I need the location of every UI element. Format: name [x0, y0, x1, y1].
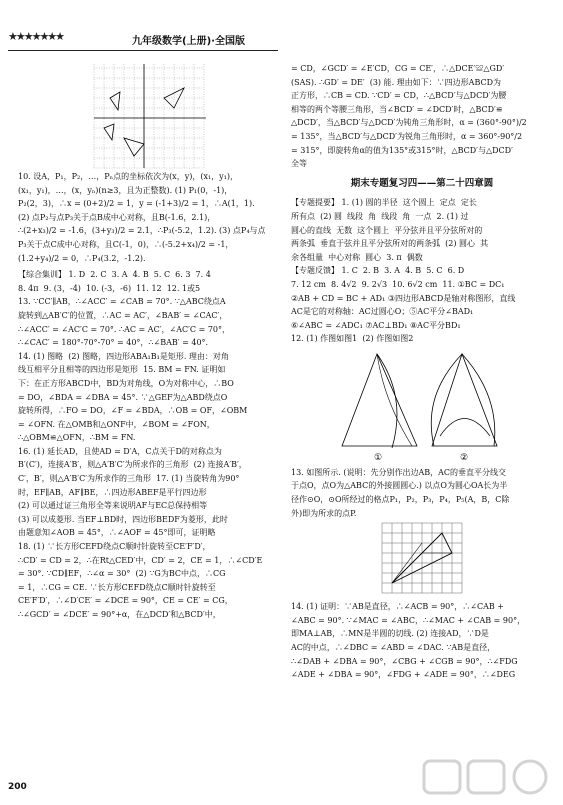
answer-line: 全等 — [291, 159, 307, 169]
answer-line: ∠ABC = 90°. ∵∠MAC = ∠ABC，∴∠MAC + ∠CAB = 90°， — [291, 615, 526, 625]
answer-line: = 315°，即旋转角α的值为135°或315°时，△BCD′与△DCD′ — [291, 145, 513, 155]
answer-line: ∴CD′ = CD = 2，∴在Rt△CED′中，CD′ = 2，CE = 1，∴∠CD′E — [18, 555, 263, 565]
answer-line: = ∠OFN. 在△OMB和△ONF中，∠BOM = ∠FON， — [18, 419, 215, 429]
answer-line: 于点O，点O为△ABC的外接圆圆心.) 以点O为圆心OA长为半 — [291, 481, 508, 491]
figure-label-2: ② — [460, 452, 469, 463]
answer-line: ∴∠CAC′ = 180°-70°-70° = 40°，∴∠BAB′ = 40°. — [18, 338, 209, 348]
answer-line: (2) 可以通过证三角形全等来说明AF与EC总保持相等 — [18, 501, 208, 511]
q10-line: (2) 点P₂与点P₃关于点B成中心对称，且B(-1.6，2.1)， — [18, 212, 216, 222]
section-title: 期末专题复习四——第二十四章圆 — [350, 177, 494, 189]
answer-line: 旋转所得，∴FO = DO，∠F = ∠BDA，∴OB = OF，∠OBM — [18, 406, 248, 416]
answer-line: = CD，∠GCD′ = ∠E′CD，CG = CE′，∴△DCE′≌△GD′ — [291, 64, 505, 73]
answer-line: 旋转到△AB′C′的位置，∴AC = AC′，∠BAB′ = ∠CAC′， — [18, 310, 228, 320]
right-column — [291, 62, 553, 682]
answer-line: 18. (1) ∵长方形CEFD绕点C顺时针旋转至CE′F′D′， — [18, 542, 211, 552]
q10-line: P₂(2，3)，∴x = (0+2)/2 = 1，y = (-1+3)/2 = 1，∴A(1，1). — [18, 199, 255, 209]
watermark-logo — [420, 755, 555, 799]
review-answers — [18, 268, 280, 621]
q10-line: P₃关于点C成中心对称，且C(-1，0)，∴(-5.2+x₄)/2 = -1， — [18, 239, 234, 249]
answer-line: (3) 可以成菱形. 当EF⊥BD时，四边形BEDF为菱形，此时 — [18, 514, 228, 524]
answer-line: 下：在正方形ABCD中，BD为对角线，O为对称中心，∴BO — [18, 378, 234, 388]
stars-decoration: ★★★★★★★ — [8, 30, 64, 43]
answer-line: 径作⊙O，⊙O所经过的格点P₁，P₂，P₃，P₄，P₅(A，B，C除 — [291, 495, 510, 505]
answer-line: AC的中点，∴∠DBC = ∠ABD = ∠DAC. ∵AB是直径， — [291, 643, 496, 653]
answer-line: (SAS). ∴GD′ = DE′ (3) 能. 理由如下：∵四边形ABCD为 — [291, 77, 502, 87]
answer-line: 圆心的直线 无数 这个圆上 平分弦并且平分弦所对的 — [291, 225, 483, 235]
answer-line: 【专题提要】 1. (1) 圆的半径 这个圆上 定点 定长 — [291, 198, 477, 208]
answer-line: 14. (1) 证明：∵AB是直径，∴∠ACB = 90°，∴∠CAB + — [291, 602, 504, 612]
answer-line: 13. ∵CC′∥AB，∴∠ACC′ = ∠CAB = 70°. ∵△ABC绕点A — [18, 297, 226, 307]
answer-line: 12. (1) 作图如图1 (2) 作图如图2 — [291, 334, 414, 344]
coordinate-grid-figure — [90, 62, 208, 170]
grid-circle-figure — [379, 520, 465, 600]
q10-line: 10. 设A，P₁，P₂，…，Pₙ点的坐标依次为(x，y)，(x₁，y₁)， — [18, 172, 239, 181]
answer-line: 时，EF∥AB，AF∥BE，∴四边形ABEF是平行四边形 — [18, 487, 207, 497]
page-number: 200 — [8, 782, 27, 792]
left-column — [18, 62, 280, 622]
answer-line: 余各组量 中心对称 圆心 3. π 偶数 — [291, 252, 423, 262]
question-10 — [18, 170, 280, 265]
answer-line: △DCD′，当△BCD′与△DCD′为钝角三角形时，α = (360°-90°)/2 — [291, 118, 527, 128]
answer-line: 13. 如图所示. (说明：先分别作出边AB，AC的垂直平分线交 — [291, 467, 507, 477]
answer-line: ∴△OBM≌△OFN，∴BM = FN. — [18, 433, 136, 443]
answer-line: 正方形，∴CB = CD. ∵CD′ = CD，∴△BCD′与△DCD′为腰 — [291, 91, 507, 101]
answer-line: ∴∠ACC′ = ∠AC′C = 70°. ∴AC = AC′，∠AC′C = 70°， — [18, 324, 231, 334]
q10-line: (1.2+y₄)/2 = 0，∴P₄(3.2，-1.2). — [18, 253, 146, 263]
answer-line: 相等的两个等腰三角形，当∠BCD′ = ∠DCD′时，△BCD′≌ — [291, 104, 503, 114]
answer-line: AC是它的对称轴：AC过圆心O；⑤AC平分∠BAD₁ — [291, 307, 474, 317]
answer-line: 外)即为所求的点P. — [291, 508, 357, 518]
answer-line: ∴∠GCD′ = ∠DCE′ = 90°+α，在△DCD′和△BCD′中， — [18, 610, 221, 619]
answer-line: 16. (1) 延长AD，且使AD = D′A，C点关于D的对称点为 — [18, 446, 222, 456]
answer-line: 线互相平分且相等的四边形是矩形 15. BM = FN. 证明如 — [18, 365, 226, 375]
q10-line: ∴(2+x₃)/2 = -1.6，(3+y₃)/2 = 2.1，∴P₃(-5.2，1.2). (3) 点P₄与点 — [18, 226, 266, 236]
arc-construction-figures — [322, 346, 522, 466]
answer-line: 两条弧 垂直于弦并且平分弦所对的两条弧 (2) 圆心 其 — [291, 239, 489, 249]
answer-line: ∠ADE + ∠DBA = 90°，∠FDG + ∠ADE = 90°，∴∠DEG — [291, 670, 516, 680]
header-rule — [8, 50, 278, 51]
answer-line: 所有点 (2) 圆 线段 角 线段 角 一点 2. (1) 过 — [291, 211, 469, 221]
q10-line: (x₁，y₁)，…，(x，yₙ)(n≥3，且为正整数). (1) P₁(0，-1)， — [18, 185, 233, 195]
answer-line: = 135°，当△BCD′与△DCD′为锐角三角形时，α = 360°-90°/2 — [291, 131, 523, 141]
answer-line: ∴∠DAB + ∠DBA = 90°，∠CBG + ∠CGB = 90°，∴∠FDG — [291, 656, 518, 666]
answer-line: = 1，∴CG = CE. ∵长方形CEFD绕点C顺时针旋转至 — [18, 582, 216, 592]
answer-line: ②AB + CD = BC + AD₁ ③四边形ABCD是轴对称图形，直线 — [291, 293, 516, 303]
answer-line: C′，B′，则△A′B′C′为所求作的三角形 17. (1) 当旋转角为90° — [18, 474, 240, 484]
page-header — [0, 0, 563, 60]
header-title: 九年级数学(上册)·全国版 — [132, 36, 245, 47]
answer-line: 即MA⊥AB，∴MN是半圆的切线. (2) 连接AD，∵D是 — [291, 629, 489, 639]
answer-line: CE′F′D′，∴∠D′CE′ = ∠DCE = 90°，CE = CE′ = CG， — [18, 596, 233, 606]
answer-line: 7. 12 cm 8. 4√2 9. 2√3 10. 6√2 cm 11. ①BC = DC₁ — [291, 279, 505, 289]
figure-label-1: ① — [374, 452, 383, 463]
answer-line: = 30°. ∵CD∥EF，∴∠α = 30° (2) ∵G为BC中点，∴CG — [18, 569, 226, 579]
answer-line: 【专题反馈】 1. C 2. B 3. A 4. B 5. C 6. D — [291, 266, 465, 276]
answer-line: 8. 4π 9. (3，-4) 10. (-3，-6) 11. 12 12. 1或5 — [18, 283, 201, 293]
answer-line: ⑥∠ABC = ∠ADC₁ ⑦AC⊥BD₁ ⑧AC平分BD₁ — [291, 320, 461, 330]
answer-line: 【综合集训】 1. D 2. C 3. A 4. B 5. C 6. 3 7. 4 — [18, 270, 211, 280]
answer-line: 14. (1) 图略 (2) 图略，四边形ABA₁B₁是矩形. 理由：对角 — [18, 351, 229, 361]
answer-line: = DO，∠BDA = ∠DBA = 45°. ∵△GEF为△ABD绕点O — [18, 392, 228, 402]
answer-line: B′(C′)，连接A′B′，则△A′B′C′为所求作的三角形 (2) 连接A′B′， — [18, 460, 247, 470]
answer-line: 由题意知∠AOB = 45°，∴∠AOF = 45°即可，证明略 — [18, 528, 216, 538]
